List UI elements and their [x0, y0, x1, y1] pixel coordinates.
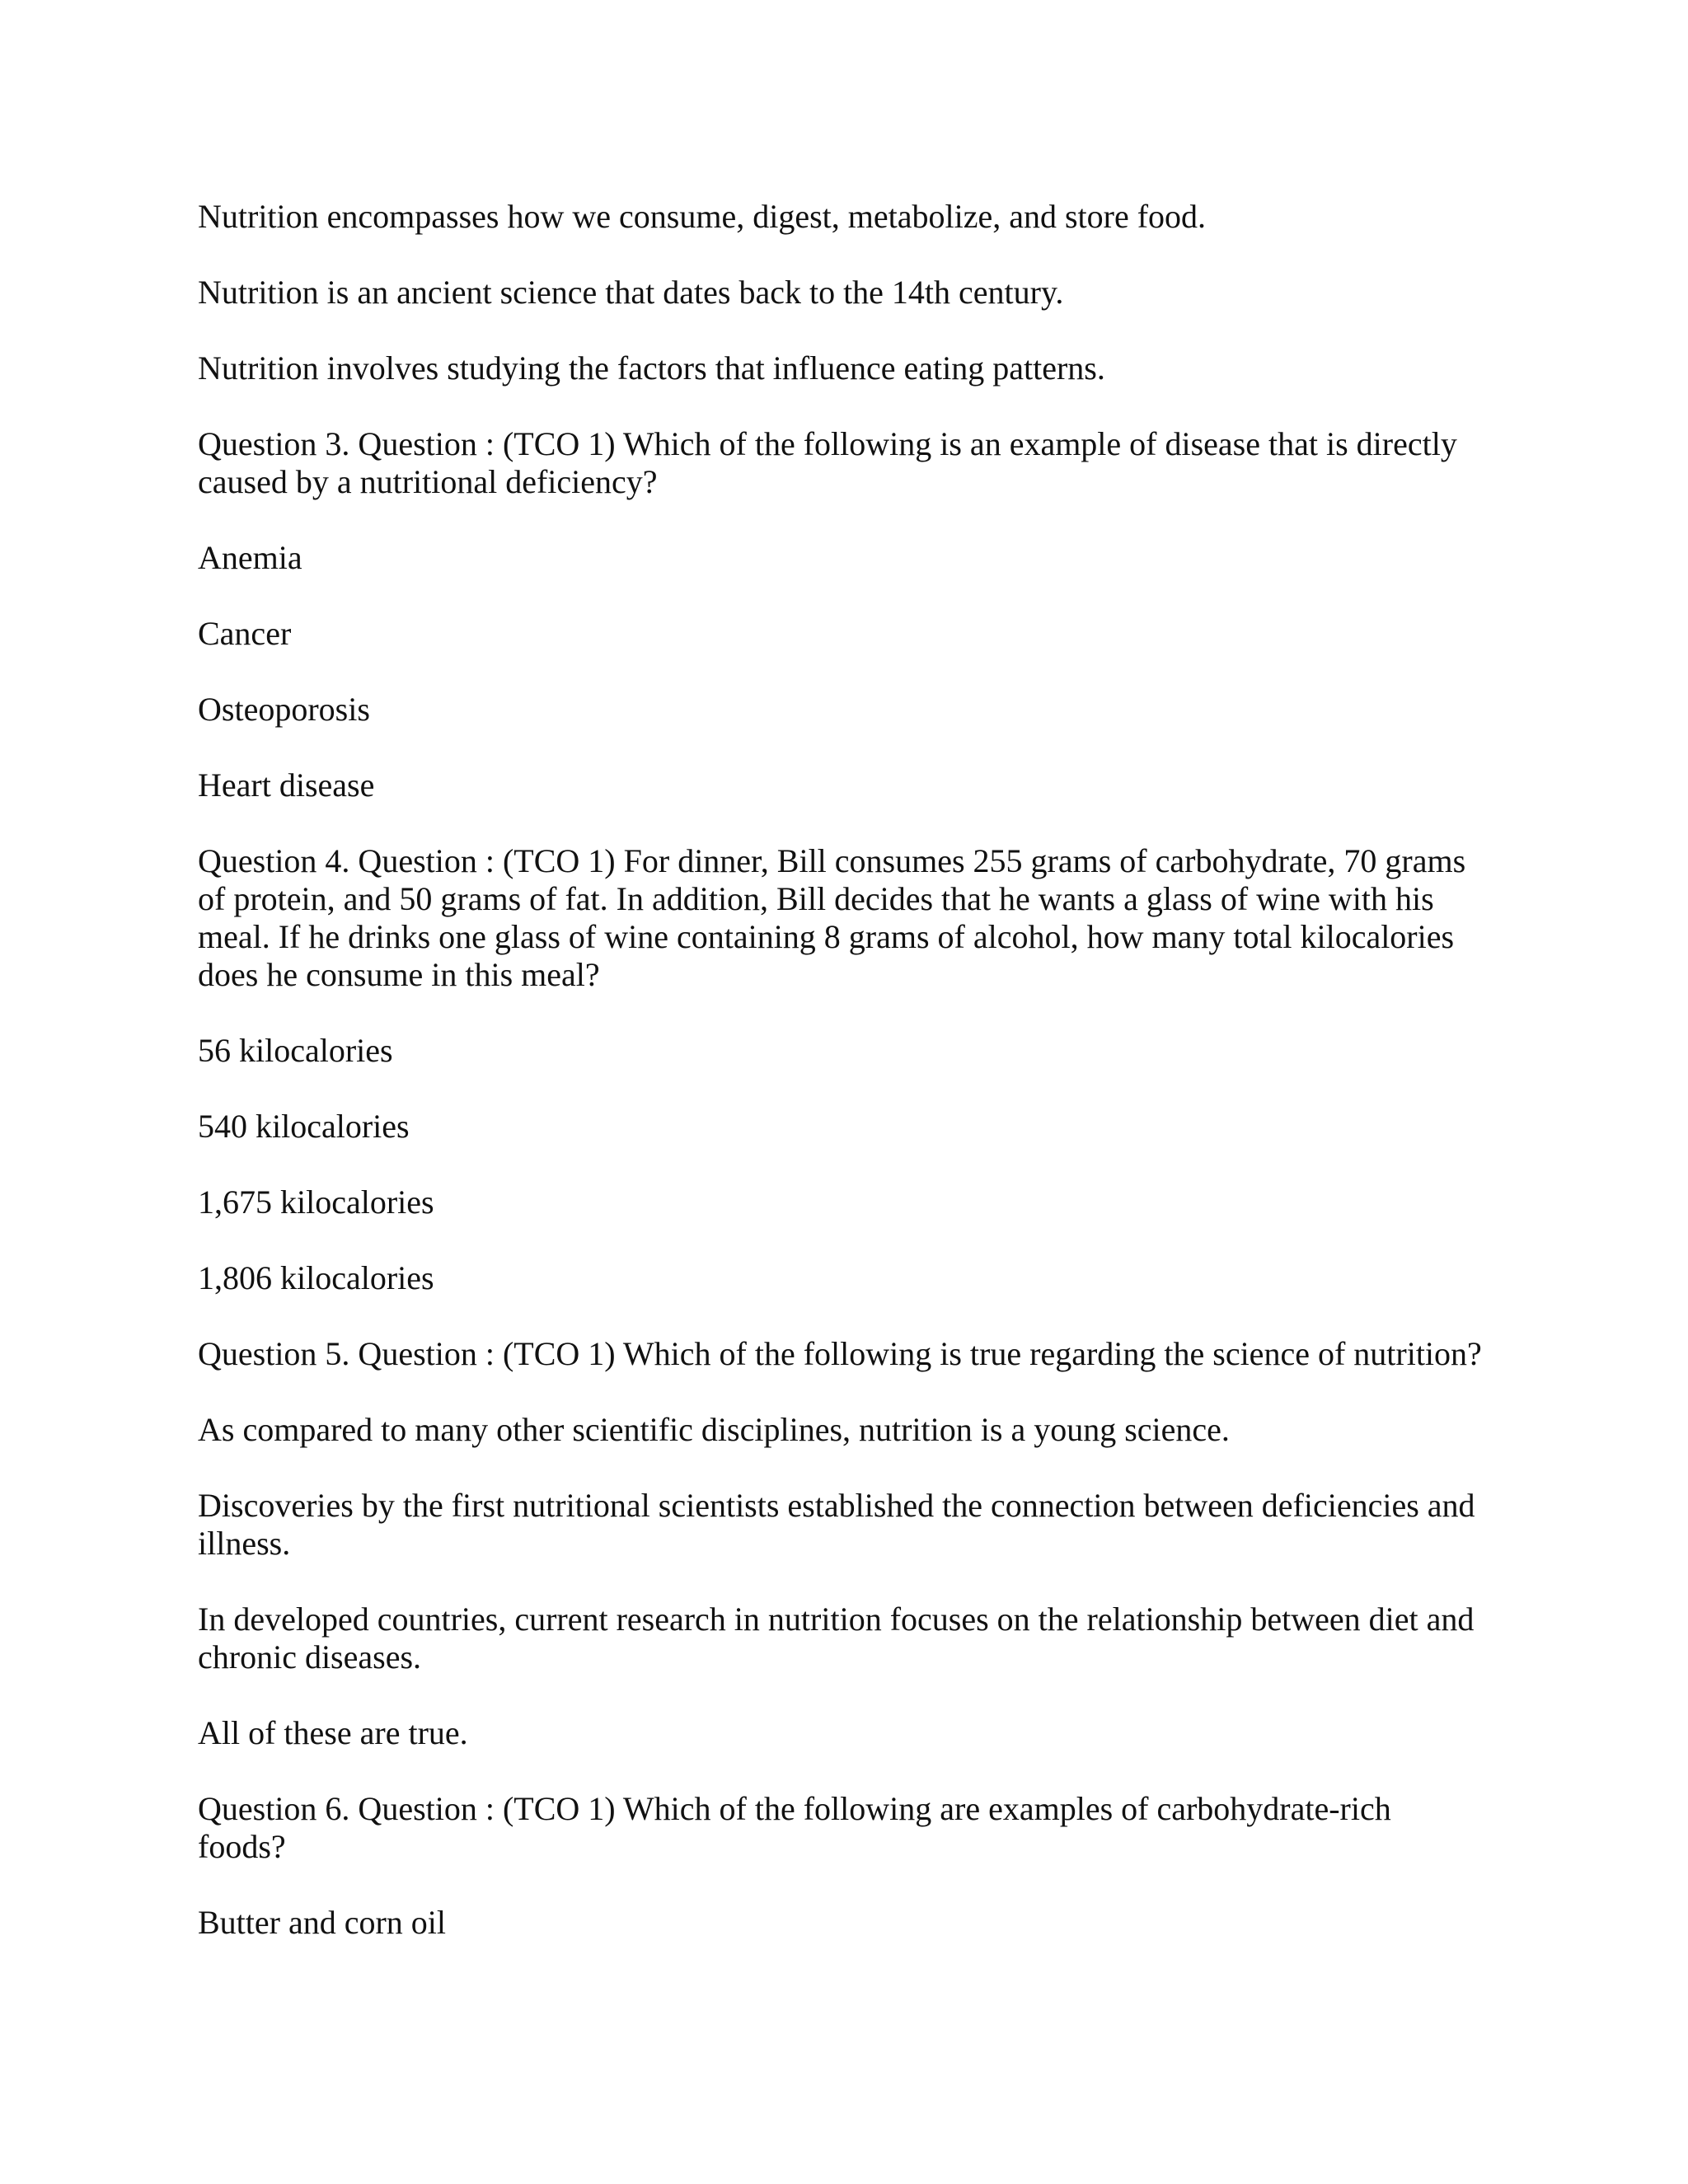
question-4-option-56: 56 kilocalories — [198, 1032, 393, 1069]
question-3: Question 3. Question : (TCO 1) Which of the following is an example of disease that is directly caused by a nutritional deficiency? — [198, 425, 1457, 500]
question-3-option-anemia: Anemia — [198, 539, 302, 576]
question-3-option-cancer: Cancer — [198, 615, 292, 652]
statement-ancient-science: Nutrition is an ancient science that dates back to the 14th century. — [198, 274, 1064, 311]
question-4-option-1806: 1,806 kilocalories — [198, 1259, 434, 1296]
question-5-option-all-true: All of these are true. — [198, 1714, 468, 1751]
question-3-option-osteoporosis: Osteoporosis — [198, 691, 370, 728]
statement-eating-patterns: Nutrition involves studying the factors that influence eating patterns. — [198, 349, 1105, 387]
question-6-option-butter-corn-oil: Butter and corn oil — [198, 1904, 447, 1941]
statement-nutrition-encompasses: Nutrition encompasses how we consume, digest, metabolize, and store food. — [198, 198, 1207, 235]
question-5-option-discoveries: Discoveries by the first nutritional scientists established the connection between deficiencies and illness. — [198, 1487, 1475, 1562]
question-5-option-young-science: As compared to many other scientific disciplines, nutrition is a young science. — [198, 1411, 1230, 1448]
question-3-option-heart-disease: Heart disease — [198, 766, 375, 804]
question-4-option-1675: 1,675 kilocalories — [198, 1183, 434, 1221]
question-4: Question 4. Question : (TCO 1) For dinner, Bill consumes 255 grams of carbohydrate, 70 grams of protein, and 50 grams of fat. In addition, Bill decides that he wants a glass of wine with his meal. If he drinks one glass of wine containing 8 grams of alcohol, how many total kilocalories does he consume in this meal? — [198, 842, 1466, 993]
question-4-option-540: 540 kilocalories — [198, 1108, 410, 1145]
question-6: Question 6. Question : (TCO 1) Which of the following are examples of carbohydrate-rich foods? — [198, 1790, 1391, 1865]
question-5-option-developed-countries: In developed countries, current research in nutrition focuses on the relationship between diet and chronic diseases. — [198, 1601, 1475, 1675]
question-5: Question 5. Question : (TCO 1) Which of the following is true regarding the science of nutrition? — [198, 1335, 1482, 1372]
